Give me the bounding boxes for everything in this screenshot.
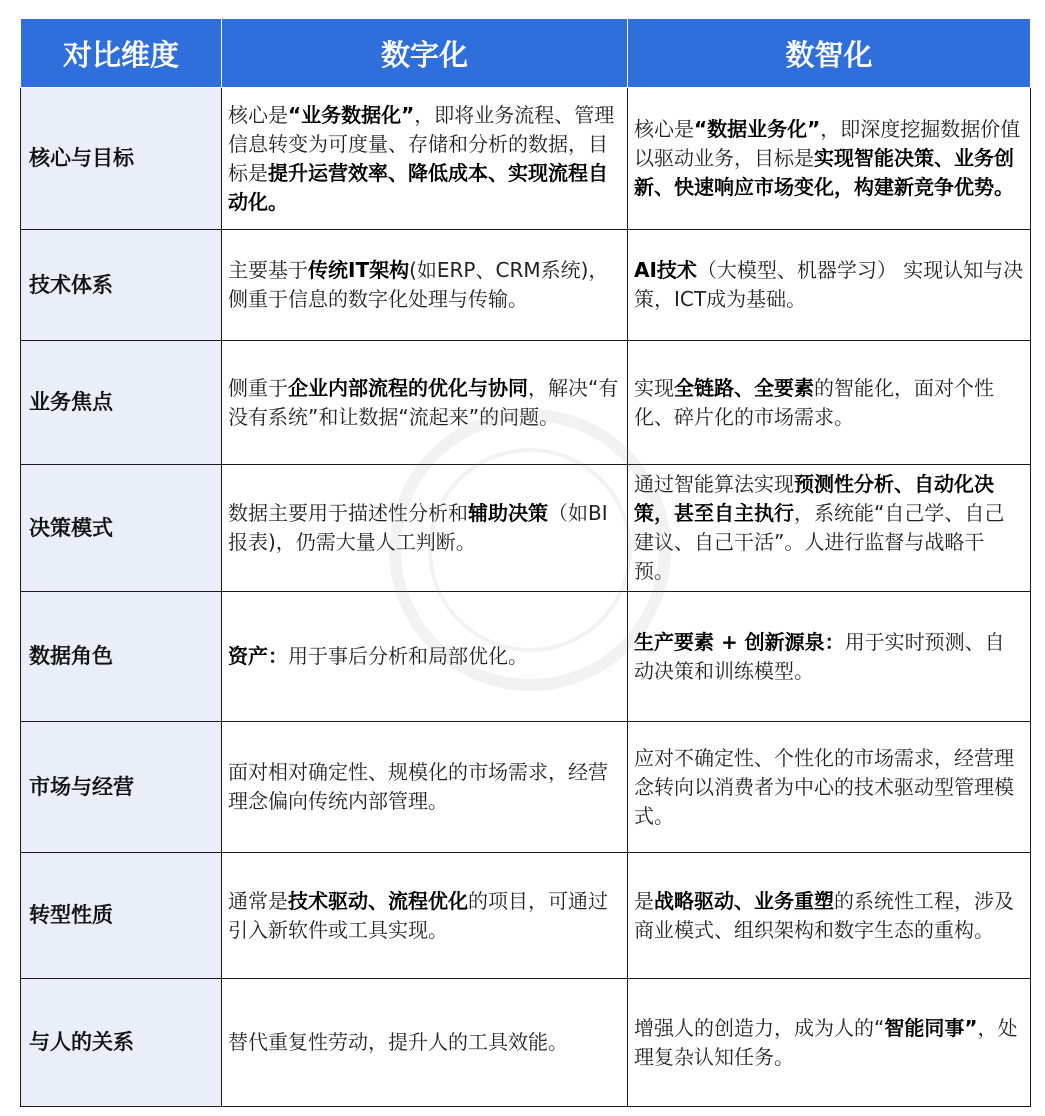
table-header-row	[21, 19, 1031, 88]
text-span: 的智能化，面对个性化、碎片化的市场需求。	[634, 375, 994, 429]
table-body	[21, 88, 1031, 1107]
bold-text: 实现智能决策、业务创新、快速响应市场变化，构建新竞争优势。	[634, 146, 1014, 199]
dimension-cell: 业务焦点	[21, 341, 222, 465]
intelligent-cell	[628, 341, 1031, 465]
digital-cell	[222, 853, 628, 979]
bold-text: “数据业务化”	[694, 117, 821, 141]
header-dimension: 对比维度	[21, 19, 222, 88]
text-span: ，处理复杂认知任务。	[634, 1015, 1018, 1069]
bold-text: 资产：	[228, 644, 288, 668]
bold-text: “业务数据化”	[288, 102, 415, 127]
text-span: 实现	[634, 375, 674, 400]
bold-text: 企业内部流程的优化与协同	[288, 375, 528, 400]
text-span: 主要基于	[228, 258, 308, 282]
digital-cell	[222, 979, 628, 1107]
text-span: （如BI报表)，仍需大量人工判断。	[228, 501, 608, 554]
table-row	[21, 465, 1031, 592]
table-row	[21, 230, 1031, 341]
bold-text: 智能同事”	[884, 1015, 978, 1040]
digital-cell	[222, 722, 628, 853]
table-row	[21, 979, 1031, 1107]
text-span: 应对不确定性、个性化的市场需求，经营理念转向以消费者为中心的技术驱动型管理模式。	[634, 745, 1014, 828]
bold-text: 全链路、全要素	[674, 375, 814, 400]
text-span: 数据主要用于描述性分析和	[228, 501, 468, 525]
text-span: 侧重于	[228, 375, 288, 400]
bold-text: 预测性分析、自动化决策，甚至自主执行	[634, 472, 994, 525]
intelligent-cell	[628, 592, 1031, 722]
table-row	[21, 722, 1031, 853]
intelligent-cell	[628, 88, 1031, 230]
intelligent-cell	[628, 465, 1031, 592]
dimension-cell: 数据角色	[21, 592, 222, 722]
text-span: 是	[634, 888, 654, 913]
text-span: （大模型、机器学习） 实现认知与决策，ICT成为基础。	[634, 258, 1024, 311]
text-span: ，系统能“自己学、自己建议、自己干活”。人进行监督与战略干预。	[634, 501, 1005, 583]
dimension-cell: 市场与经营	[21, 722, 222, 853]
bold-text: 传统IT架构	[308, 258, 410, 282]
dimension-cell: 核心与目标	[21, 88, 222, 230]
table-row	[21, 88, 1031, 230]
text-span: 用于实时预测、自动决策和训练模型。	[634, 629, 1005, 683]
header-intelligent: 数智化	[628, 19, 1031, 88]
bold-text: 技术驱动、流程优化	[288, 888, 468, 913]
dimension-cell: 决策模式	[21, 465, 222, 592]
digital-cell	[222, 230, 628, 341]
table-row	[21, 341, 1031, 465]
intelligent-cell	[628, 230, 1031, 341]
dimension-cell: 转型性质	[21, 853, 222, 979]
intelligent-cell	[628, 722, 1031, 853]
text-span: 的系统性工程，涉及商业模式、组织架构和数字生态的重构。	[634, 888, 1014, 942]
text-span: 替代重复性劳动，提升人的工具效能。	[228, 1030, 568, 1054]
text-span: 核心是	[228, 102, 288, 127]
table-row	[21, 853, 1031, 979]
digital-cell	[222, 341, 628, 465]
text-span: 用于事后分析和局部优化。	[288, 644, 528, 668]
dimension-cell: 与人的关系	[21, 979, 222, 1107]
digital-cell	[222, 88, 628, 230]
header-digital: 数字化	[222, 19, 628, 88]
text-span: 通常是	[228, 888, 288, 913]
table-row	[21, 592, 1031, 722]
dimension-cell: 技术体系	[21, 230, 222, 341]
text-span: ，即将业务流程、管理信息转变为可度量、存储和分析的数据，目标是	[228, 102, 615, 185]
text-span: ，解决“有没有系统”和让数据“流起来”的问题。	[228, 375, 619, 429]
text-span: (如ERP、CRM系统)，侧重于信息的数字化处理与传输。	[228, 258, 609, 311]
bold-text: 战略驱动、业务重塑	[654, 888, 834, 913]
text-span: 增强人的创造力，成为人的“	[634, 1015, 885, 1040]
digital-cell	[222, 465, 628, 592]
bold-text: 提升运营效率、降低成本、实现流程自动化。	[228, 160, 608, 214]
intelligent-cell	[628, 979, 1031, 1107]
text-span: 的项目，可通过引入新软件或工具实现。	[228, 888, 608, 942]
text-span: 通过智能算法实现	[634, 472, 794, 496]
digital-cell	[222, 592, 628, 722]
bold-text: AI技术	[634, 258, 697, 282]
text-span: ，即深度挖掘数据价值以驱动业务，目标是	[634, 117, 1021, 170]
bold-text: 辅助决策	[468, 501, 548, 525]
comparison-table	[20, 18, 1031, 1107]
text-span: 核心是	[634, 117, 694, 141]
bold-text: 生产要素 + 创新源泉：	[634, 629, 845, 654]
text-span: 面对相对确定性、规模化的市场需求，经营理念偏向传统内部管理。	[228, 760, 608, 813]
comparison-table-container	[20, 18, 1030, 1107]
intelligent-cell	[628, 853, 1031, 979]
